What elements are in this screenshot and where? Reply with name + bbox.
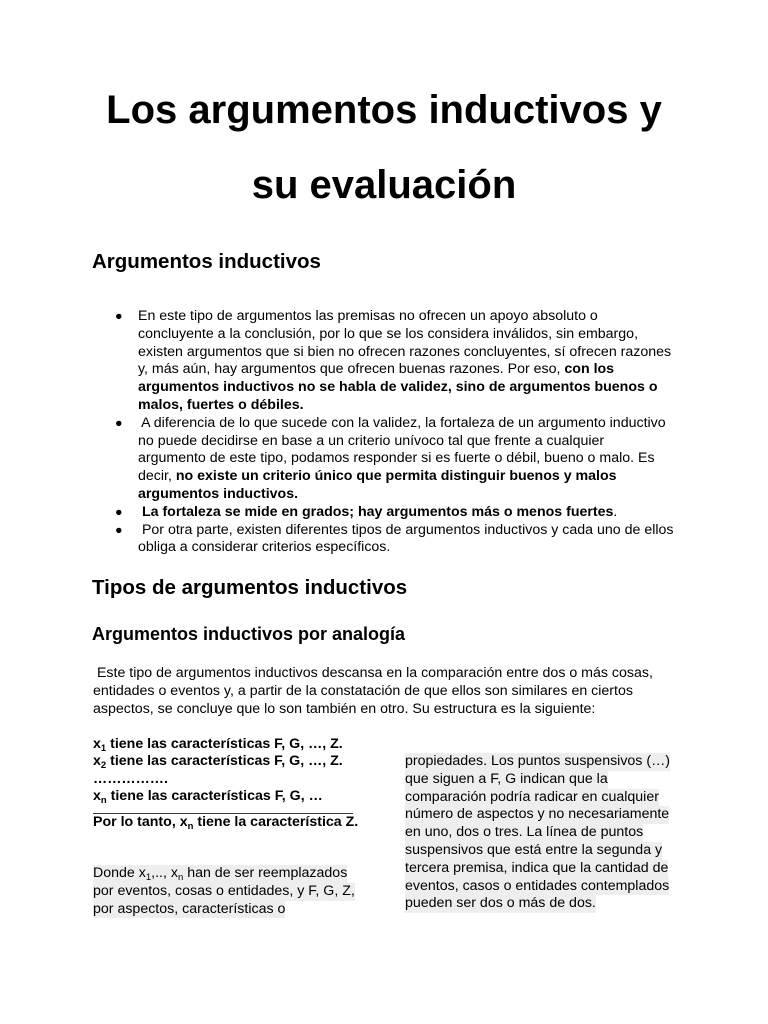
explanation-left-column	[93, 865, 355, 918]
subscript: 1	[100, 743, 107, 754]
variable: x	[93, 788, 101, 805]
bullet-item-2	[0, 415, 768, 504]
conclusion-text: tiene la característica Z.	[193, 814, 359, 830]
subscript: n	[100, 795, 107, 807]
bold-text-line: malos, fuertes o débiles.	[138, 396, 304, 413]
conclusion-prefix: Por lo tanto, x	[93, 814, 188, 830]
highlighted-line	[93, 865, 347, 883]
bold-text-line: argumentos inductivos no se habla de validez, sino de argumentos buenos o	[138, 379, 658, 396]
highlighted-line: suspensivos que está entre la segunda y	[405, 841, 663, 858]
argument-schema-conclusion	[93, 814, 358, 832]
subsection-heading-analogia: Argumentos inductivos por analogía	[92, 624, 406, 644]
premise-line	[93, 736, 343, 753]
title-line-2: su evaluación	[251, 163, 517, 207]
variable: x	[93, 753, 101, 770]
text-span: han de ser reemplazados	[183, 865, 348, 881]
document-title	[0, 73, 768, 223]
text-line: obliga a considerar criterios específicos.	[138, 539, 391, 556]
highlighted-line: tercera premisa, indica que la cantidad de	[405, 859, 669, 876]
text-line: concluyente a la conclusión, por lo que se los considera inválidos, sin embargo,	[138, 325, 639, 342]
bold-text-line: argumentos inductivos.	[138, 485, 299, 502]
text-line: entidades o eventos y, a partir de la constatación de que ellos son similares en ciertos	[93, 682, 633, 699]
variable: x	[93, 736, 101, 752]
premise-ellipsis-line: …………….	[93, 770, 168, 787]
highlighted-line: eventos, casos o entidades contemplados	[405, 877, 670, 894]
conclusion-line	[93, 814, 358, 832]
highlighted-line: propiedades. Los puntos suspensivos (…)	[405, 753, 670, 769]
bullet-list	[0, 308, 768, 557]
highlighted-line: por eventos, cosas o entidades, y F, G, Z,	[93, 882, 355, 899]
bold-text-span: La fortaleza se mide en grados; hay argumentos más o menos fuertes	[138, 503, 614, 520]
text-line	[138, 468, 768, 486]
highlighted-line: por aspectos, características o	[93, 900, 286, 917]
text-line: argumento de este tipo, podamos responder si es fuerte o débil, bueno o malo. Es	[138, 450, 655, 467]
subscript: 1	[145, 872, 152, 883]
text-span: .	[613, 503, 618, 520]
text-line: no puede decidirse en base a un criterio unívoco tal que frente a cualquier	[138, 432, 605, 449]
text-span: decir,	[138, 468, 176, 485]
text-span: ,.., x	[151, 865, 178, 881]
bullet-icon: ●	[115, 309, 123, 323]
text-line: A diferencia de lo que sucede con la validez, la fortaleza de un argumento inductivo	[138, 414, 666, 431]
highlighted-line: pueden ser dos o más de dos.	[405, 895, 596, 912]
bullet-icon: ●	[115, 415, 123, 430]
premise-line	[93, 753, 343, 770]
text-line: aspectos, se concluye que lo son también en otro. Su estructura es la siguiente:	[93, 700, 596, 717]
bullet-icon: ●	[115, 522, 123, 537]
bullet-item-1	[0, 308, 768, 415]
subscript: 2	[100, 760, 107, 772]
bullet-icon: ●	[115, 504, 123, 519]
text-line: Este tipo de argumentos inductivos descansa en la comparación entre dos o más cosas,	[93, 665, 653, 681]
text-span: y, más aún, hay argumentos que ofrecen buenas razones. Por eso,	[138, 361, 565, 378]
section-heading-argumentos-inductivos: Argumentos inductivos	[92, 250, 321, 273]
highlighted-line: comparación podría radicar en cualquier	[405, 788, 659, 805]
bold-text-span: con los	[564, 361, 615, 378]
intro-paragraph	[93, 665, 653, 718]
explanation-right-column	[405, 753, 670, 913]
premise-line	[93, 788, 343, 805]
argument-schema-premises	[93, 736, 343, 806]
subscript: n	[187, 821, 194, 832]
highlighted-line: número de aspectos y no necesariamente	[405, 806, 670, 823]
section-heading-tipos: Tipos de argumentos inductivos	[92, 576, 408, 599]
premise-text: tiene las características F, G, …, Z.	[106, 753, 343, 770]
text-line: En este tipo de argumentos las premisas no ofrecen un apoyo absoluto o	[138, 308, 598, 324]
text-line: existen argumentos que si bien no ofrecen razones concluyentes, sí ofrecen razones	[138, 343, 672, 360]
text-span: Donde x	[93, 865, 146, 881]
bullet-item-4	[0, 522, 768, 558]
subscript: n	[177, 872, 184, 883]
text-line: Por otra parte, existen diferentes tipos de argumentos inductivos y cada uno de ellos	[138, 521, 674, 538]
bold-text-span: no existe un criterio único que permita distinguir buenos y malos	[175, 468, 617, 485]
premise-text: tiene las características F, G, …, Z.	[106, 736, 343, 752]
text-line	[138, 361, 768, 379]
title-line-1: Los argumentos inductivos y	[106, 88, 662, 132]
highlighted-line: en uno, dos o tres. La línea de puntos	[405, 824, 644, 841]
text-line	[138, 504, 768, 522]
bullet-item-3	[0, 504, 768, 522]
highlighted-line: que siguen a F, G indican que la	[405, 770, 608, 787]
premise-text: tiene las características F, G, …	[106, 788, 323, 805]
